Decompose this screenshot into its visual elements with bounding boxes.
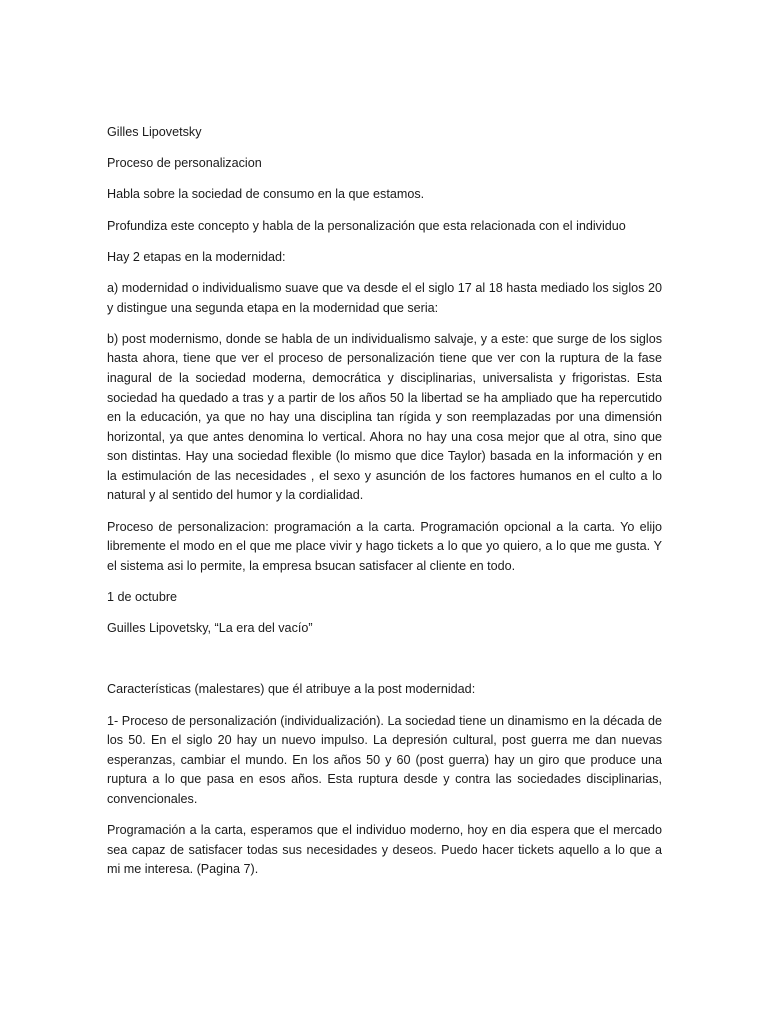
paragraph-etapas: Hay 2 etapas en la modernidad: — [107, 249, 286, 264]
book-reference: Guilles Lipovetsky, “La era del vacío” — [107, 621, 313, 636]
paragraph-profundiza: Profundiza este concepto y habla de la personalización que esta relacionada con el individuo — [107, 218, 626, 233]
author-heading: Gilles Lipovetsky — [107, 125, 202, 139]
document-body — [107, 123, 662, 892]
paragraph-punto-1: 1- Proceso de personalización (individualización). La sociedad tiene un dinamismo en la década de los 50. En el siglo 20 hay un nuevo impulso. La depresión cultural, post guerra me dan nuevas esperanzas, cambiar el mundo. En los años 50 y 60 (post guerra) hay un giro que produce una ruptura a lo que pasa en esos años. Esta ruptura desde y contra las sociedades disciplinarias, convencionales. — [107, 713, 662, 806]
blank-line — [107, 650, 662, 680]
paragraph-programacion: Programación a la carta, esperamos que el individuo moderno, hoy en dia espera que el mercado sea capaz de satisfacer todas sus necesidades y deseos. Puedo hacer tickets aquello a lo que a mi me interesa. (Pagina 7). — [107, 823, 662, 877]
date-heading: 1 de octubre — [107, 590, 178, 605]
paragraph-etapa-a: a) modernidad o individualismo suave que va desde el el siglo 17 al 18 hasta mediado los siglos 20 y distingue una segunda etapa en la modernidad que seria: — [107, 280, 662, 315]
paragraph-consumo: Habla sobre la sociedad de consumo en la que estamos. — [107, 187, 425, 202]
paragraph-etapa-b: b) post modernismo, donde se habla de un individualismo salvaje, y a este: que surge de los siglos hasta ahora, tiene que ver el proceso de personalización tiene que ver con la ruptura de la fase inagural de la sociedad moderna, democrática y disciplinarias, universalista y frigoristas. Esta sociedad ha quedado a tras y a partir de los años 50 la libertad se ha ampliado que ha repercutido en la educación, ya que no hay una disciplina tan rígida y son reemplazadas por una dimensión horizontal, ya que antes denomina lo vertical. Ahora no hay una cosa mejor que al otra, sino que son distintas. Hay una sociedad flexible (lo mismo que dice Taylor) basada en la información y en la estimulación de las necesidades , el sexo y asunción de los factores humanos en el culto a lo natural y al sentido del humor y la cordialidad. — [107, 331, 662, 503]
paragraph-personalizacion: Proceso de personalizacion: programación a la carta. Programación opcional a la carta. Yo elijo libremente el modo en el que me place vivir y hago tickets a lo que yo quiero, a lo que me gusta. Y el sistema asi lo permite, la empresa bsucan satisfacer al cliente en todo. — [107, 519, 662, 573]
paragraph-caracteristicas: Características (malestares) que él atribuye a la post modernidad: — [107, 682, 476, 697]
topic-heading: Proceso de personalizacion — [107, 156, 262, 171]
